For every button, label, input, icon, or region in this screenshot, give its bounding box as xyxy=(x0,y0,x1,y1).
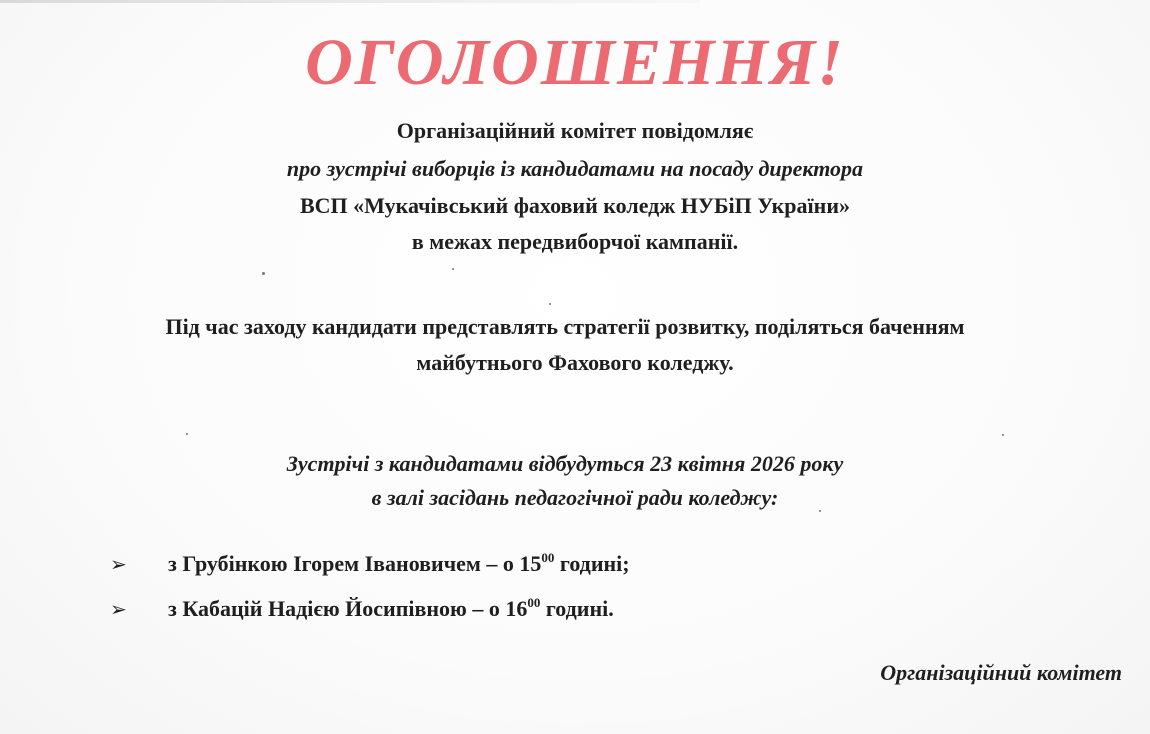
scan-speck xyxy=(186,433,188,435)
arrow-bullet-icon: ➢ xyxy=(110,552,127,576)
scan-speck xyxy=(819,510,821,512)
scan-speck xyxy=(549,303,551,305)
meeting-line-1: Зустрічі з кандидатами відбудуться 23 квітня 2026 року xyxy=(286,451,844,476)
schedule-item-suffix: годині. xyxy=(540,596,614,621)
body-line-2: майбутнього Фахового коледжу. xyxy=(416,350,734,375)
scan-speck xyxy=(262,272,265,275)
scan-edge-shadow xyxy=(0,0,700,3)
schedule-item-minutes: 00 xyxy=(527,595,541,610)
notice-title: ОГОЛОШЕННЯ! xyxy=(305,26,845,99)
body-line-1: Під час заходу кандидати представлять стратегії розвитку, поділяться баченням xyxy=(165,314,965,339)
schedule-item-1 xyxy=(110,550,630,576)
schedule-item-minutes: 00 xyxy=(541,550,555,565)
scan-speck xyxy=(452,268,454,270)
meeting-line-2: в залі засідань педагогічної ради коледжу: xyxy=(371,485,779,510)
intro-line-1: Організаційний комітет повідомляє xyxy=(396,118,754,143)
schedule-item-text: з Кабацій Надією Йосипівною – о 16 xyxy=(168,596,528,621)
intro-line-4: в межах передвиборчої кампанії. xyxy=(411,229,739,254)
signature: Організаційний комітет xyxy=(880,660,1122,685)
intro-line-3: ВСП «Мукачівський фаховий коледж НУБіП України» xyxy=(299,193,850,218)
intro-line-2: про зустрічі виборців із кандидатами на посаду директора xyxy=(286,156,864,181)
arrow-bullet-icon: ➢ xyxy=(110,597,127,621)
scan-speck xyxy=(1002,434,1004,436)
schedule-item-text: з Грубінкою Ігорем Івановичем – о 15 xyxy=(168,551,542,576)
schedule-item-suffix: годині; xyxy=(554,551,630,576)
schedule-item-2 xyxy=(110,595,614,621)
